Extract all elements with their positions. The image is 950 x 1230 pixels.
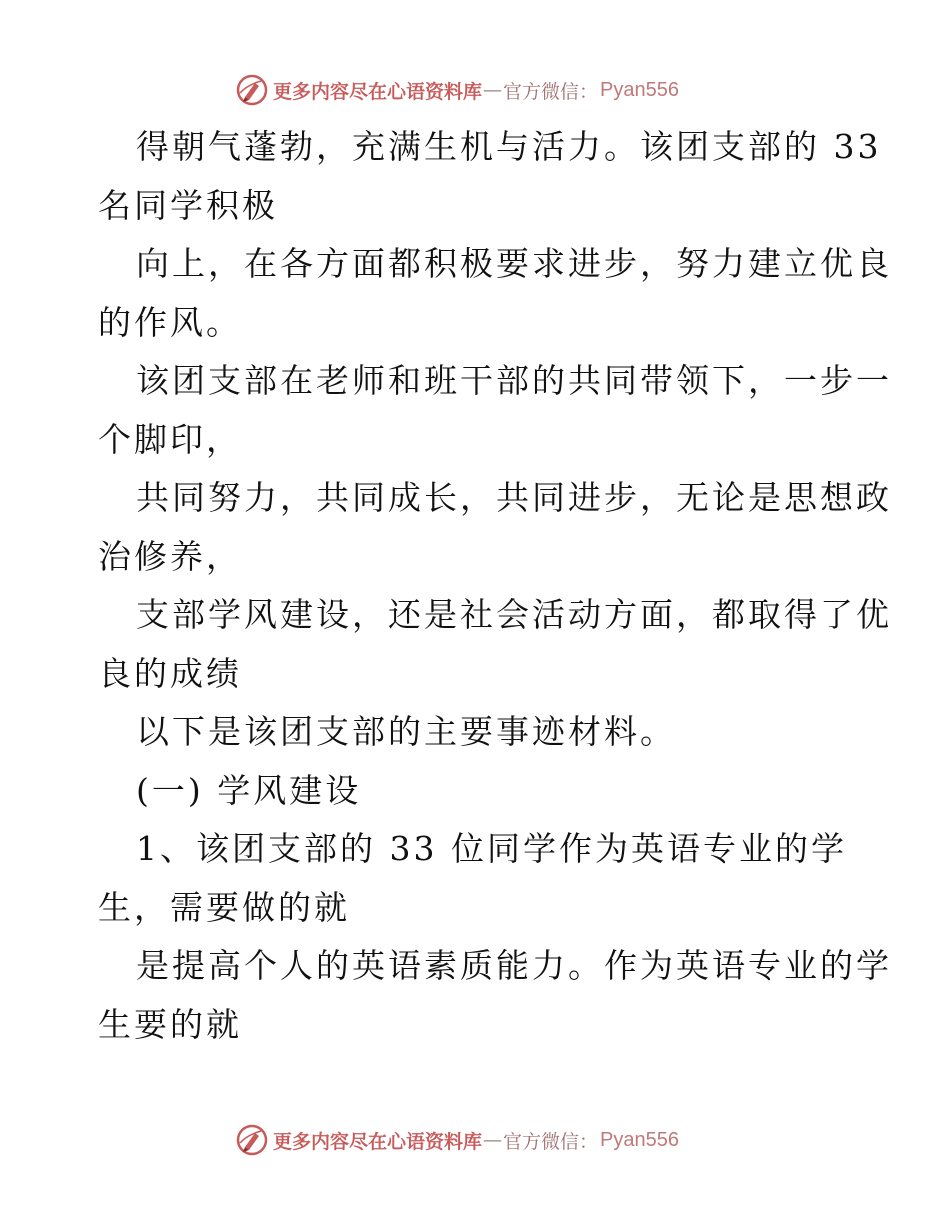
pen-logo-icon [235,73,269,107]
document-body [98,118,892,1054]
watermark-label: 官方微信： [503,1130,599,1153]
text-line: 向上，在各方面都积极要求进步，努力建立优良 [136,244,892,283]
text-line: 的作风。 [98,302,242,342]
watermark-wechat-id: Pyan556 [600,78,679,101]
text-line: 生，需要做的就 [98,887,350,927]
text-line: 治修养， [98,536,242,576]
text-line: 该团支部在老师和班干部的共同带领下，一步一 [136,361,892,400]
watermark-separator: — [483,79,503,101]
text-line: 共同努力，共同成长，共同进步，无论是思想政 [136,478,892,517]
pen-logo-icon [235,1123,269,1157]
text-line: 名同学积极 [98,185,278,225]
text-line: 以下是该团支部的主要事迹材料。 [136,712,676,751]
watermark-brand-text: 更多内容尽在心语资料库 [273,1130,483,1153]
watermark-brand-text: 更多内容尽在心语资料库 [273,80,483,103]
text-line: 是提高个人的英语素质能力。作为英语专业的学 [136,946,892,985]
text-line: 个脚印， [98,419,242,459]
watermark-separator: — [483,1129,503,1151]
watermark-wechat-id: Pyan556 [600,1128,679,1151]
text-line: 1、该团支部的 33 位同学作为英语专业的学 [136,829,847,868]
text-line: (一) 学风建设 [136,770,362,810]
watermark-footer [235,1122,679,1158]
text-line: 生要的就 [98,1004,242,1044]
text-line: 得朝气蓬勃，充满生机与活力。该团支部的 33 [136,127,882,166]
watermark-label: 官方微信： [503,80,599,103]
text-line: 良的成绩 [98,653,242,693]
watermark-header [235,72,679,108]
text-line: 支部学风建设，还是社会活动方面，都取得了优 [136,595,892,634]
